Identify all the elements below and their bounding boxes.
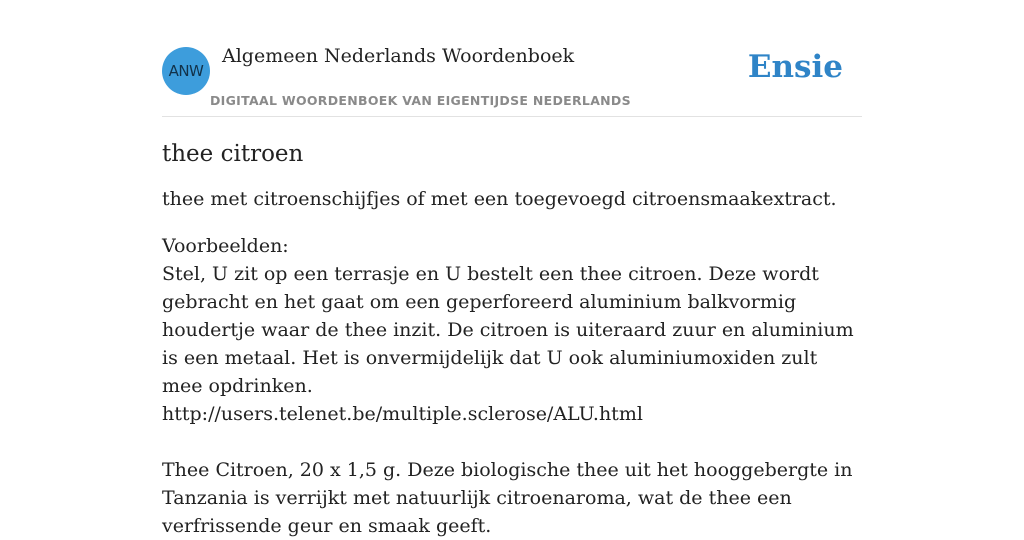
examples-label: Voorbeelden:	[162, 235, 289, 257]
example-text: Stel, U zit op een terrasje en U bestelt een thee citroen. Deze wordt gebracht en het gaat om een geperforeerd aluminium balkvormig houdertje waar de thee inzit. De citroen is uiteraard zuur en aluminium is een metaal. Het is onvermijdelijk dat U ook aluminiumoxiden zult mee opdrinken.	[162, 263, 854, 397]
example-text: Thee Citroen, 20 x 1,5 g. Deze biologische thee uit het hooggebergte in Tanzania is verrijkt met natuurlijk citroenaroma, wat de thee een verfrissende geur en smaak geeft.	[162, 459, 853, 537]
site-title[interactable]: Algemeen Nederlands Woordenboek	[222, 45, 575, 67]
ensie-brand-link[interactable]: Ensie	[747, 49, 843, 85]
anw-logo[interactable]: ANW	[162, 47, 210, 95]
entry-headword: thee citroen	[162, 141, 304, 167]
example-spacer	[162, 428, 862, 456]
site-header	[162, 0, 862, 117]
example-source: http://users.telenet.be/multiple.sclerose/ALU.html	[162, 403, 643, 425]
examples-section	[162, 232, 862, 540]
site-subtitle: DIGITAAL WOORDENBOEK VAN EIGENTIJDSE NEDERLANDS	[210, 93, 631, 108]
entry-definition: thee met citroenschijfjes of met een toegevoegd citroensmaakextract.	[162, 188, 837, 210]
entry-content	[162, 136, 862, 540]
